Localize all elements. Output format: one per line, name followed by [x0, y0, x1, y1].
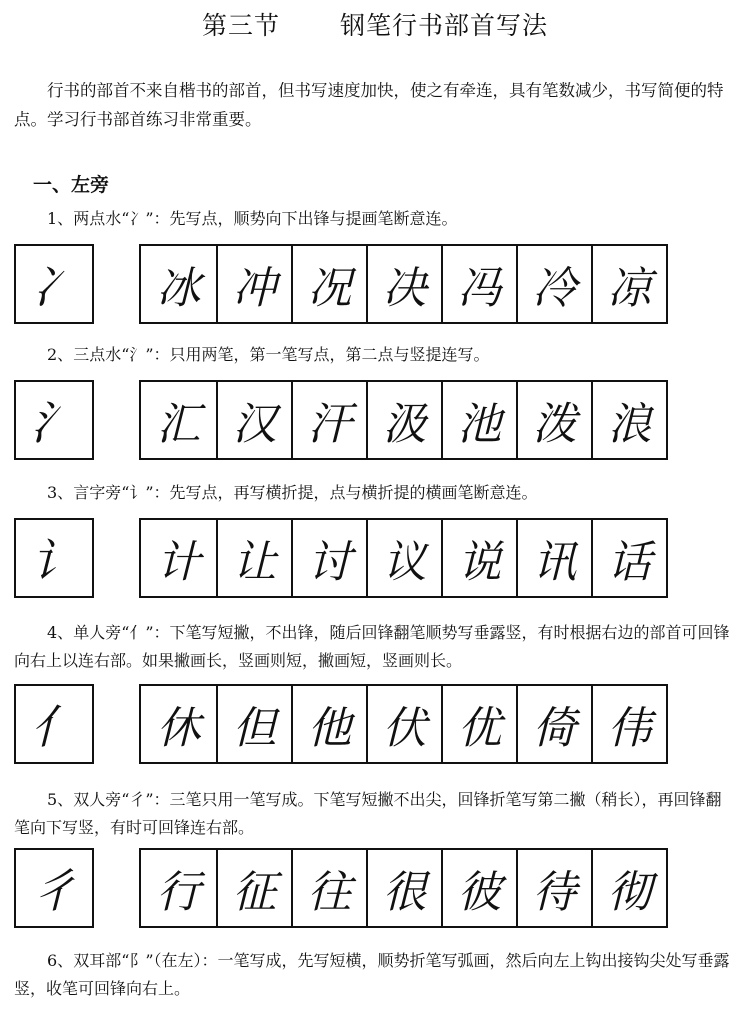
example-character: 但: [216, 686, 291, 762]
example-character: 他: [291, 686, 366, 762]
radical-description: [14, 947, 736, 1003]
example-character: 况: [291, 246, 366, 322]
example-character: 话: [591, 520, 666, 596]
example-character: 彻: [591, 850, 666, 926]
title-text: 钢笔行书部首写法: [340, 11, 549, 40]
radical-box: 彳: [14, 848, 94, 928]
item-number: 5、: [47, 790, 74, 809]
item-number: 3、: [47, 483, 74, 502]
item-number: 1、: [47, 209, 74, 228]
item-number: 2、: [47, 345, 74, 364]
description-text: 双耳部“阝”（在左）：一笔写成，先写短横，顺势折笔写弧画，然后向左上钩出接钩尖处写垂露竖，收笔可回锋向右上。: [14, 951, 730, 998]
example-character: 很: [366, 850, 441, 926]
example-character: 计: [156, 537, 201, 588]
example-character: 冲: [216, 246, 291, 322]
page-title: [0, 6, 750, 42]
example-character: 彼: [441, 850, 516, 926]
example-characters: [139, 848, 668, 928]
example-character: 冯: [441, 246, 516, 322]
title-section-number: 第三节: [201, 11, 280, 40]
description-text: 单人旁“亻”：下笔写短撇，不出锋，随后回锋翻笔顺势写垂露竖，有时根据右边的部首可回锋向右上以连右部。如果撇画长，竖画则短，撇画短，竖画则长。: [14, 623, 730, 670]
example-character: 冰: [156, 263, 201, 314]
example-character: 汗: [291, 382, 366, 458]
radical-box: 冫: [14, 244, 94, 324]
example-character: 泼: [516, 382, 591, 458]
example-character: 说: [441, 520, 516, 596]
radical-box: 讠: [14, 518, 94, 598]
example-character: 伏: [366, 686, 441, 762]
example-character: 倚: [516, 686, 591, 762]
example-character: 优: [441, 686, 516, 762]
example-characters: [139, 684, 668, 764]
item-number: 6、: [47, 951, 74, 970]
description-text: 两点水“冫”：先写点，顺势向下出锋与提画笔断意连。: [73, 209, 458, 228]
example-character: 行: [156, 867, 201, 918]
radical-box: 氵: [14, 380, 94, 460]
example-character: 汇: [156, 399, 201, 450]
example-character: 议: [366, 520, 441, 596]
example-character: 汉: [216, 382, 291, 458]
example-character: 讯: [516, 520, 591, 596]
example-character: 池: [441, 382, 516, 458]
description-text: 三点水“氵”：只用两笔，第一笔写点，第二点与竖提连写。: [73, 345, 490, 364]
example-characters: [139, 244, 668, 324]
item-number: 4、: [47, 623, 74, 642]
example-character: 往: [291, 850, 366, 926]
example-character: 浪: [591, 382, 666, 458]
example-character: 待: [516, 850, 591, 926]
radical-description: [14, 786, 736, 842]
example-characters: [139, 518, 668, 598]
example-characters: [139, 380, 668, 460]
example-character: 凉: [591, 246, 666, 322]
description-text: 言字旁“讠”：先写点，再写横折提，点与横折提的横画笔断意连。: [73, 483, 538, 502]
radical-description: [14, 205, 736, 233]
radical-description: [14, 619, 736, 675]
section-heading: 一、左旁: [33, 174, 110, 196]
example-character: 冷: [516, 246, 591, 322]
radical-description: [14, 341, 736, 369]
intro-paragraph: 行书的部首不来自楷书的部首，但书写速度加快，使之有牵连，具有笔数减少，书写简便的特点。学习行书部首练习非常重要。: [14, 81, 724, 129]
example-character: 让: [216, 520, 291, 596]
example-character: 汲: [366, 382, 441, 458]
example-character: 休: [156, 703, 201, 754]
example-character: 征: [216, 850, 291, 926]
description-text: 双人旁“彳”：三笔只用一笔写成。下笔写短撇不出尖，回锋折笔写第二撇（稍长），再回锋翻笔向下写竖，有时可回锋连右部。: [14, 790, 722, 837]
example-character: 讨: [291, 520, 366, 596]
example-character: 伟: [591, 686, 666, 762]
example-character: 决: [366, 246, 441, 322]
radical-box: 亻: [14, 684, 94, 764]
radical-description: [14, 479, 736, 507]
